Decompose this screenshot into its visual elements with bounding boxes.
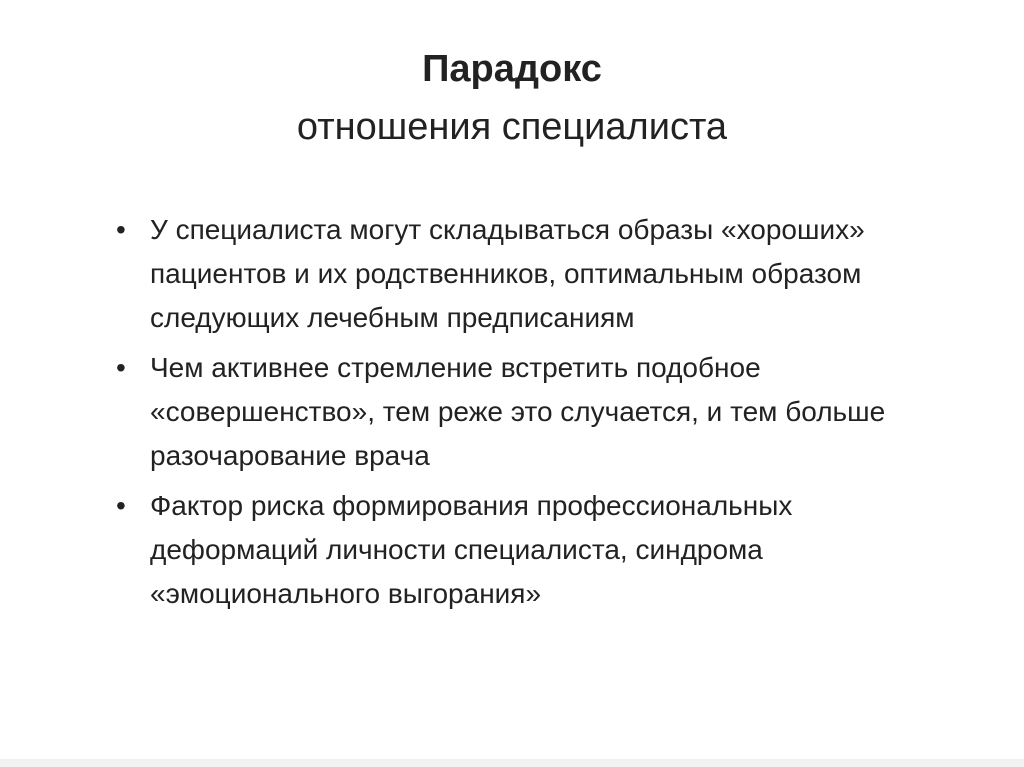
title-line-1: Парадокс	[422, 48, 602, 90]
bullet-text: Чем активнее стремление встретить подобное «совершенство», тем реже это случается, и тем больше разочарование врача	[150, 352, 886, 471]
bullet-dot-icon: •	[116, 490, 126, 521]
slide-title	[0, 40, 1024, 156]
bullet-list	[116, 208, 916, 622]
bullet-item	[116, 208, 916, 340]
bottom-strip	[0, 759, 1024, 767]
title-line-2: отношения специалиста	[296, 106, 728, 148]
bullet-item	[116, 346, 916, 478]
bullet-item	[116, 484, 916, 616]
bullet-dot-icon: •	[116, 214, 126, 245]
bullet-text: Фактор риска формирования профессиональных деформаций личности специалиста, синдрома «эмоционального выгорания»	[150, 490, 793, 609]
bullet-dot-icon: •	[116, 352, 126, 383]
bullet-text: У специалиста могут складываться образы «хороших» пациентов и их родственников, оптимальным образом следующих лечебным предписаниям	[150, 214, 865, 333]
